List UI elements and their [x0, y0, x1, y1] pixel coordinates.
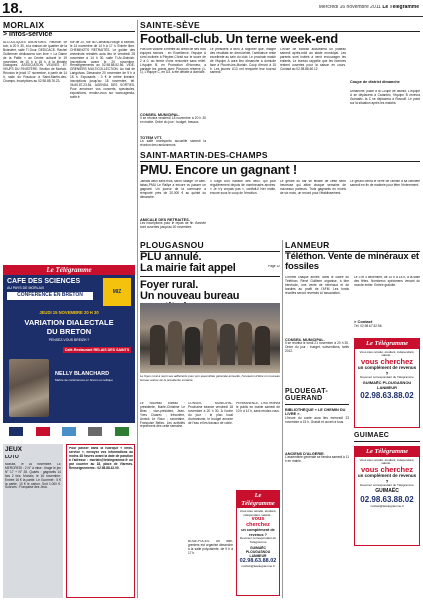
promo-email[interactable]: morlaix@letelegramme.fr: [241, 563, 275, 568]
jeux-title: JEUX: [5, 446, 22, 453]
anciens-text: L'assemblée générale se tiendra samedi à 11 h en mairie.: [285, 455, 349, 464]
column-rule-2: [282, 240, 283, 598]
ad-subtitle: AU PAYS DE MORLAIX: [7, 286, 45, 290]
plu-headline-line1: PLU annulé.: [140, 252, 202, 263]
foyer-group-photo: [140, 303, 280, 373]
promo-brand: Le Télégramme: [237, 491, 279, 508]
infos-service-title: > Infos-service: [3, 31, 53, 38]
ad-sponsor-strip: [3, 423, 135, 440]
guimaec-promo: [354, 446, 420, 546]
lanmeur-conseil: [285, 338, 349, 354]
sponsor-logo-3: [62, 427, 76, 436]
conseil-title: CONSEIL MUNICIPAL.: [140, 113, 180, 117]
sainte-seve-col2: Le président a tenu à rappeler que, malgré des résultats en demi-teinte, l'ambiance reste excellente au sein du club. Le prochain match de l'équipe A aura lieu dimanche à domicile face à Plourin-lès-Morlaix. Coup d'envoi à 15 h. Les jeunes U13 ont remporté leur tournoi samedi.: [210, 48, 276, 75]
foyer-headline-line2: Un nouveau bureau: [140, 290, 240, 302]
ad-brand: Le Télégramme: [3, 265, 135, 275]
lanmeur-contact: [354, 320, 420, 329]
section-morlaix: MORLAIX: [3, 20, 135, 32]
section-plouegat: PLOUÉGAT-GUERAND: [285, 388, 349, 405]
ad-theme3: PENSEZ-VOUS BREIZH ?: [48, 338, 90, 342]
sainte-seve-headline: Football-club. Un terne week-end: [140, 31, 339, 46]
plougasnou-col2: CONSEIL MUNICIPAL. Prochaine séance vendredi 18 novembre à 20 h 30. À l'ordre du jour : le plan local d'urbanisme, le budget annexe de l'eau et les travaux de voirie.: [188, 402, 233, 425]
smdc-headline: PMU. Encore un gagnant !: [140, 162, 297, 177]
sponsor-logo-5: [115, 427, 129, 436]
plougasnou-promo: [236, 490, 280, 596]
lanmeur-promo-phone[interactable]: 02.98.63.88.02: [360, 390, 414, 400]
lanmeur-conseil-text: Il se réunira le lundi 21 novembre à 20 h 30. Ordre du jour : budget, subventions, tarifs 2012.: [285, 341, 349, 354]
lanmeur-promo-line3: un complément de revenus ?: [357, 365, 417, 376]
totem-text: La salle omnisports accueille samedi la réunion des randonneurs.: [140, 139, 206, 148]
guimaec-promo-brand: Le Télégramme: [355, 447, 419, 457]
guimaec-promo-email[interactable]: morlaix@letelegramme.fr: [370, 503, 404, 508]
promo-line1: Vous êtes retraité, étudiant, indépendant, salarié...: [239, 509, 277, 517]
ad-theme1: VARIATION DIALECTALE: [24, 319, 114, 327]
anciens-title: ANCIENS D'ALGÉRIE.: [285, 452, 325, 456]
guimaec-promo-zone: GUIMAËC: [375, 488, 399, 495]
sainte-seve-col3: L'école de football accueillera un plateau samedi après-midi au stade municipal. Les parents sont invités à venir encourager les enfants. Le bureau rappelle que les licences restent ouvertes pour la saison en cours. Contact au 02.98.88.60.12.: [280, 48, 346, 71]
promo-line4: Devenez correspondant du Télégramme: [239, 536, 277, 544]
smdc-col2: Il s'agit d'un habitué des lieux, qui joue régulièrement depuis de nombreuses années. « Je n'y croyais pas », confiait-il hier matin, encore sous le coup de l'émotion.: [210, 180, 276, 195]
sponsor-logo-1: [9, 427, 23, 436]
ad-date: JEUDI 15 NOVEMBRE 20 H 30: [39, 311, 99, 315]
bib-title: BIBLIOTHÈQUE « LE CHEMIN DU LIVRE ».: [285, 408, 346, 417]
plu-headline: [140, 252, 270, 274]
contact-box: [66, 444, 135, 598]
section-smdc: SAINT-MARTIN-DES-CHAMPS: [140, 150, 420, 162]
ad-speaker: NELLY BLANCHARD: [55, 371, 110, 377]
smdc-col1: Jamais deux sans trois, selon l'adage : le café-tabac-PMU Le Rallye a encore vu passer un gagnant. Un joueur de la commune a remporté près de 20.000 € au quinté du dimanche.: [140, 180, 206, 199]
dateline: [319, 5, 419, 11]
section-plougasnou: PLOUGASNOU: [140, 240, 280, 252]
section-sainte-seve: SAINTE-SÈVE: [140, 20, 420, 32]
lanmeur-promo-line1: Vous êtes retraité, étudiant, indépendant, salarié...: [359, 349, 415, 358]
contact-text: Pour passer dans la rubrique « Infos-service », envoyez vos informations au moins 48 heures avant la date de parution à l'adresse : morlaix@letelegramme.fr ou par courrier au 18, place de Viarmes. Renseignements : 02.98.88.42.00.: [69, 447, 133, 470]
lanmeur-col1: Comme chaque année, dans le cadre du Téléthon, René Guillerm organise, à titre bénévole, une vente de minéraux et de fossiles au profit de l'AFM. Les fonds récoltés seront reversés à l'association.: [285, 276, 349, 295]
guimaec-promo-line2: vous cherchez: [360, 464, 414, 474]
loto-text: Morlaix, le 16 novembre. LE MERCREDI : 2 N° à mise : tirage le jeu N° 17 + N° 28. Quarts : gagnants 14 fois 2 fois. Morlaix, le 16 novembre. Entrée 16 € la partie. Le Gourmet : 5 € la partie, 10 € le carton. Soit 1.000 €. Sources : Française des Jeux.: [5, 463, 61, 490]
amicale-text: Les inscriptions pour le repas de fin d'année sont ouvertes jusqu'au 30 novembre.: [140, 221, 206, 230]
sainte-seve-totem: [140, 136, 206, 148]
totem-title: TOTEM VTT.: [140, 136, 163, 140]
plu-headline-line2: La mairie fait appel: [140, 262, 236, 274]
bibliotheque-block: [285, 408, 349, 425]
speaker-photo: [9, 359, 49, 417]
photo-people: [150, 317, 270, 365]
loto-title: LOTO: [5, 455, 19, 460]
contact-label: > Contact: [354, 320, 373, 324]
section-lanmeur: LANMEUR: [285, 240, 420, 252]
jeux-block: [3, 444, 63, 598]
contact-value[interactable]: Tél. 02.98.67.52.56.: [354, 323, 383, 328]
guimaec-promo-line3: un complément de revenus ?: [357, 473, 417, 484]
promo-zone: GUIMAËC PLOUGASNOU LANMEUR: [245, 546, 271, 559]
morlaix-col2-text: rue de 20, rue du Carnaval-Rouge à Morlaix, le 14 novembre de 14 h à 17 h. Entrée libre. CHEMINOTS RETRAITÉS. Le goûter des cheminots retraités aura lieu le vendredi 25 novembre à 14 h 30, salle Ti-Ar-Gwinizh. Inscriptions avant le 20 novembre. Renseignements au 02.98.88.52.56. VIDE-GRENIERS MULTICOLLECTION. Au hall de Langolvas. Dimanche 20 novembre de 9 h à 18 h. Exposants : 3 € le mètre linéaire. Inscriptions jusqu'au 18 novembre, tél. 06.80.87.23.54. AGENDA DES SORTIES. Pour annoncer vos concerts, spectacles, expositions, rendez-vous sur www.agenda-sortir.fr: [70, 41, 135, 99]
lanmeur-promo-zone: GUIMAËC PLOUGASNOU LANMEUR: [362, 380, 412, 391]
sainte-seve-conseil: [140, 113, 206, 125]
smdc-col4: Le gérant offrira le verre de l'amitié à sa clientèle samedi en fin de matinée pour fêter l'événement.: [350, 180, 420, 187]
plu-page-ref[interactable]: Page 12: [268, 265, 280, 268]
plougasnou-col4: BOUE-PUCES. Un vide-greniers est organisé dimanche à la salle polyvalente, de 9 h à 17 h.: [188, 540, 233, 555]
lanmeur-col2: Le 3 et 4 décembre, de 10 h à 18 h, à la salle des fêtes. Nombreux spécimens venant du monde entier. Entrée gratuite.: [354, 276, 420, 287]
sponsor-logo-2: [36, 427, 50, 436]
conseil-text: Il se réunira vendredi 18 novembre à 20 h 30 en mairie. Ordre du jour : budget, travaux.: [140, 116, 206, 125]
cafe-sciences-ad: [3, 265, 135, 440]
issue-date: Mercredi 16 novembre 2011: [318, 5, 381, 10]
lanmeur-promo-line4: Devenez correspondant du Télégramme: [360, 374, 414, 379]
foyer-headline-line1: Foyer rural.: [140, 280, 199, 291]
promo-phone[interactable]: 02.98.63.88.02: [239, 558, 277, 565]
ad-logo-box: MIZ: [103, 278, 131, 306]
lanmeur-conseil-title: CONSEIL MUNICIPAL.: [285, 338, 325, 342]
brand-name: Le Télégramme: [382, 5, 419, 10]
guimaec-promo-phone[interactable]: 02.98.63.88.02: [360, 495, 414, 505]
ad-theme2: DU BRETON: [46, 328, 92, 336]
guimaec-promo-line4: Devenez correspondant du Télégramme: [360, 482, 414, 487]
anciens-block: [285, 452, 349, 464]
plougasnou-divider: [140, 276, 280, 277]
ad-place: Café-Restaurant RELAIS DES SAINTS: [64, 348, 130, 352]
lanmeur-promo: [354, 338, 420, 428]
amicale-title: AMICALE DES RETRAITÉS.: [140, 218, 190, 222]
smdc-amicale: [140, 218, 206, 230]
coupe-title: Coupe de district dimanche: [350, 80, 400, 84]
sainte-seve-col1: Pas une victoire à mettre au crédit de ses trois équipes seniors : en Excellence, l'équipe A s'est inclinée à Pleyber-Christ sur le score de 2 à 0, au terme d'une rencontre sans relief. L'équipe B, en Promotion d'Honneur, a partagé les points avec Plouvorn réserve (1-1). L'équipe C, en D3, a été défaite à domicile.: [140, 48, 206, 75]
plougasnou-col3: PERMANENCE. L'élu recevra le public en mairie samedi de 10 h à 12 h, sans rendez-vous.: [236, 402, 280, 413]
lanmeur-promo-brand: Le Télégramme: [355, 339, 419, 349]
promo-line3: un complément de revenus ?: [241, 528, 275, 537]
page-number: 18.: [2, 0, 23, 17]
lanmeur-headline: Téléthon. Vente de minéraux et fossiles: [285, 252, 419, 272]
lanmeur-promo-line2: vous cherchez: [360, 356, 414, 366]
smdc-col3: Le gérant du bar se félicite de cette série heureuse qui attire chaque semaine de nouveaux parieurs. Trois gagnants en moins de six mois, un record pour l'établissement.: [280, 180, 346, 195]
ad-conference: CONFÉRENCE EN BRETON: [7, 292, 93, 300]
sainte-seve-col4: Dimanche, place à la Coupe de district. L'équipe A se déplacera à Carantec, l'équipe B recevra Guimaëc, la C se déplacera à Roscoff. Le point sur la situation après les matchs.: [350, 90, 420, 105]
ad-speaker-role: Maître de conférences en breton et celtique: [55, 379, 113, 382]
morlaix-col1-text: ALCOOLIQUES ANONYMES. Réunion ce soir, à 20 h 30, à la maison de quartier de la Boissière, salle Ti Dour. DEDICACE. Rachel Guillermer dédicacera son livre « La Dame de la Paille » au Centre culturel le 19 novembre, de 10 h à 18 h, à la librairie Dialogues. ASSOCIATION VEUVES ET VEUFS DU FINISTÈRE. Section de Morlaix. Réunion le jeudi 17 novembre, à partir de 14 h, salle du Roudour à Saint-Martin-des-Champs. Inscriptions au 02.98.88.76.23.: [3, 41, 67, 84]
column-rule-1: [137, 20, 138, 598]
plougasnou-col1: Le nouveau bureau : présidente, Marie-Christine Le Bras ; vice-président, Jean-Yves Cloarec ; trésorière, Annick Le Roux ; secrétaire, Françoise Bellec. Les activités reprennent dès cette semaine.: [140, 402, 185, 429]
foyer-photo-caption: Le foyer rural a réuni ses adhérents pour son assemblée générale annuelle, l'occasion d'élire un nouveau bureau autour de la présidente sortante.: [140, 375, 280, 382]
page-header: [0, 0, 423, 17]
section-guimaec: GUIMAËC: [354, 432, 420, 442]
guimaec-promo-line1: Vous êtes retraité, étudiant, indépendant, salarié...: [359, 457, 415, 466]
sponsor-logo-4: [88, 427, 102, 436]
bib-text: L'heure du conte aura lieu mercredi 23 novembre à 15 h. Gratuit et ouvert à tous.: [285, 415, 349, 424]
promo-line2: vous cherchez: [246, 516, 270, 528]
ad-title: CAFÉ DES SCIENCES: [7, 278, 81, 285]
